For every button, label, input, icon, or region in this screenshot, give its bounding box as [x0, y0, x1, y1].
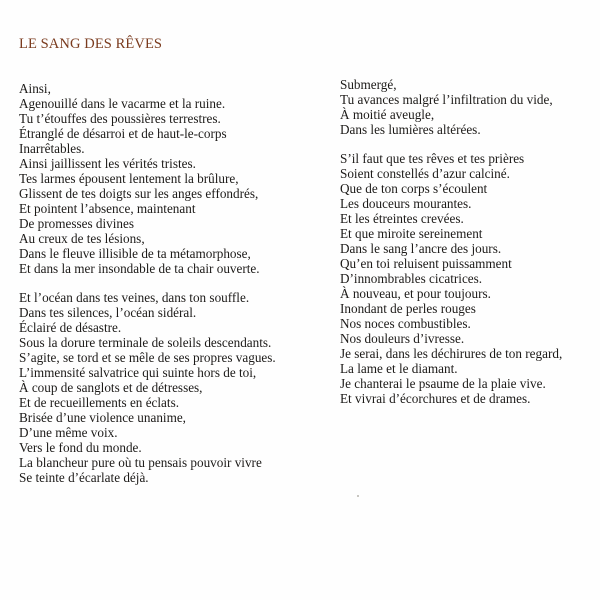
- poem-line: Inondant de perles rouges: [340, 301, 476, 316]
- poem-line: Vers le fond du monde.: [19, 440, 142, 455]
- paper-speck: [357, 495, 359, 497]
- poem-line: Dans le sang l’ancre des jours.: [340, 241, 502, 256]
- poem-line: À nouveau, et pour toujours.: [340, 286, 491, 301]
- stanza-right-2: [340, 151, 562, 406]
- poem-line: Se teinte d’écarlate déjà.: [19, 470, 149, 485]
- poem-line: Soient constellés d’azur calciné.: [340, 166, 510, 181]
- poem-line: Les douceurs mourantes.: [340, 196, 472, 211]
- poem-line: À moitié aveugle,: [340, 107, 435, 122]
- poem-line: Tu avances malgré l’infiltration du vide,: [340, 92, 553, 107]
- poem-line: Submergé,: [340, 77, 397, 92]
- poem-line: S’il faut que tes rêves et tes prières: [340, 151, 525, 166]
- poem-line: Je chanterai le psaume de la plaie vive.: [340, 376, 546, 391]
- stanza-right-1: [340, 77, 562, 137]
- poem-line: Et l’océan dans tes veines, dans ton souffle.: [19, 290, 250, 305]
- poem-line: Ainsi,: [19, 81, 51, 96]
- poem-line: Glissent de tes doigts sur les anges effondrés,: [19, 186, 259, 201]
- poem-line: Au creux de tes lésions,: [19, 231, 145, 246]
- poem-line: S’agite, se tord et se mêle de ses propres vagues.: [19, 350, 276, 365]
- poem-line: Qu’en toi reluisent puissamment: [340, 256, 512, 271]
- poem-line: De promesses divines: [19, 216, 135, 231]
- poem-left-column: [19, 81, 276, 485]
- poem-line: Sous la dorure terminale de soleils descendants.: [19, 335, 272, 350]
- poem-line: D’une même voix.: [19, 425, 118, 440]
- poem-line: Inarrêtables.: [19, 141, 85, 156]
- poem-line: Dans tes silences, l’océan sidéral.: [19, 305, 197, 320]
- poem-line: L’immensité salvatrice qui suinte hors de toi,: [19, 365, 257, 380]
- poem-line: Dans les lumières altérées.: [340, 122, 481, 137]
- poem-line: Et pointent l’absence, maintenant: [19, 201, 196, 216]
- poem-line: Ainsi jaillissent les vérités tristes.: [19, 156, 196, 171]
- poem-line: Nos noces combustibles.: [340, 316, 471, 331]
- poem-line: Et les étreintes crevées.: [340, 211, 464, 226]
- stanza-left-2: [19, 290, 276, 485]
- poem-line: La lame et le diamant.: [340, 361, 458, 376]
- poem-line: Et vivrai d’écorchures et de drames.: [340, 391, 531, 406]
- stanza-left-1: [19, 81, 276, 276]
- poem-line: Tes larmes épousent lentement la brûlure,: [19, 171, 239, 186]
- poem-line: Agenouillé dans le vacarme et la ruine.: [19, 96, 226, 111]
- poem-line: Brisée d’une violence unanime,: [19, 410, 186, 425]
- poem-line: Nos douleurs d’ivresse.: [340, 331, 465, 346]
- poem-right-column: [340, 77, 562, 406]
- poem-line: D’innombrables cicatrices.: [340, 271, 483, 286]
- poem-title: LE SANG DES RÊVES: [19, 36, 163, 52]
- poem-line: La blancheur pure où tu pensais pouvoir vivre: [19, 455, 262, 470]
- poem-line: À coup de sanglots et de détresses,: [19, 380, 203, 395]
- poem-line: Et que miroite sereinement: [340, 226, 483, 241]
- poem-line: Tu t’étouffes des poussières terrestres.: [19, 111, 221, 126]
- poem-line: Éclairé de désastre.: [19, 320, 122, 335]
- poem-line: Et dans la mer insondable de ta chair ouverte.: [19, 261, 260, 276]
- poem-line: Dans le fleuve illisible de ta métamorphose,: [19, 246, 251, 261]
- poem-line: Étranglé de désarroi et de haut-le-corps: [19, 126, 227, 141]
- poem-line: Je serai, dans les déchirures de ton regard,: [340, 346, 563, 361]
- poem-line: Et de recueillements en éclats.: [19, 395, 180, 410]
- poem-line: Que de ton corps s’écoulent: [340, 181, 488, 196]
